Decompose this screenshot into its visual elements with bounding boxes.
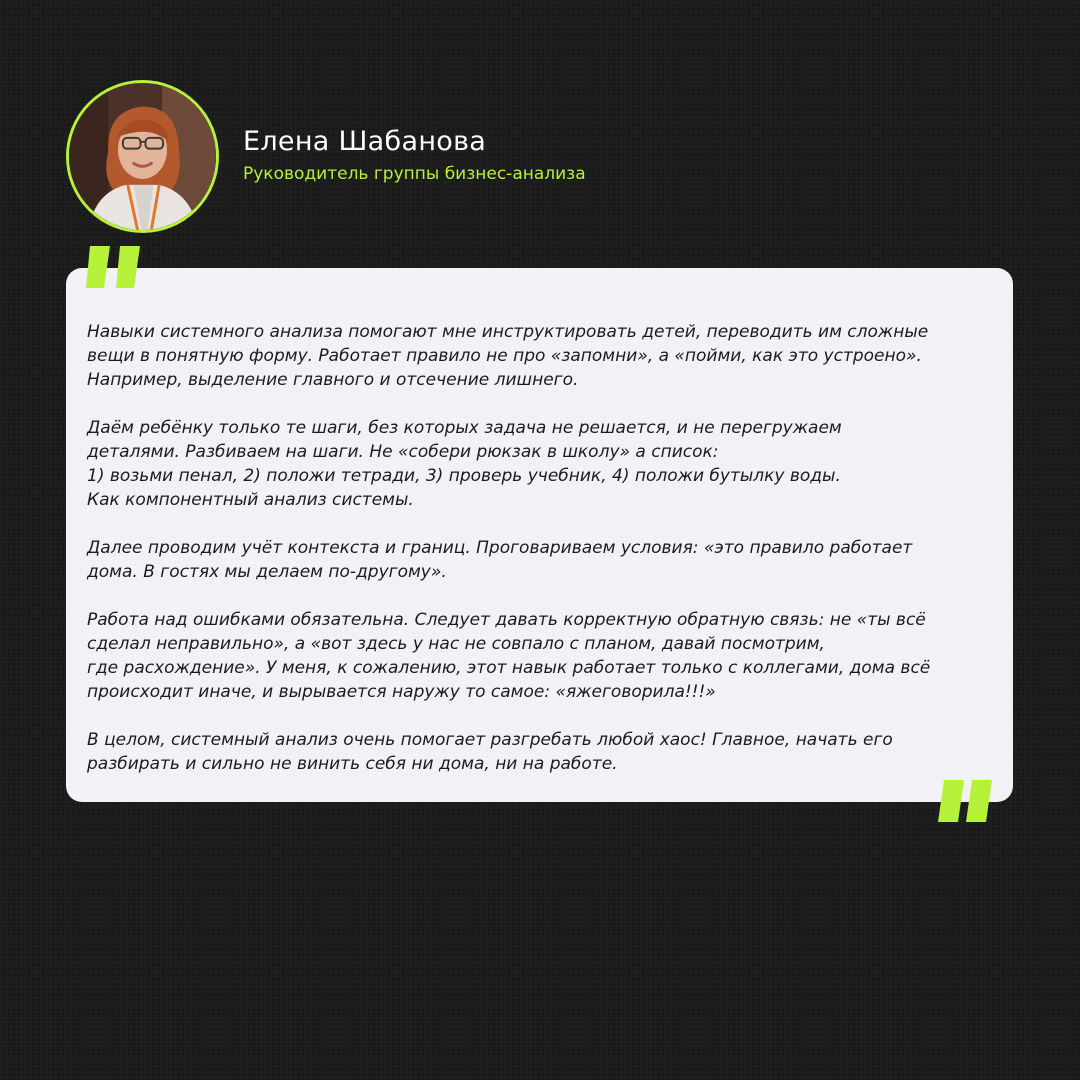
quote-paragraph: Даём ребёнку только те шаги, без которых задача не решается, и не перегружаем деталями. Разбиваем на шаги. Не «собери рюкзак в школу» а список: 1) возьми пенал, 2) положи тетради, 3) проверь учебник, 4) положи бутылку воды. Как компонентный анализ системы.	[87, 418, 842, 510]
quote-paragraph: Работа над ошибками обязательна. Следует давать корректную обратную связь: не «ты всё сделал неправильно», а «вот здесь у нас не совпало с планом, давай посмотрим, где расхождение». У меня, к сожалению, этот навык работает только с коллегами, дома всё происходит иначе, и вырывается наружу то самое: «яжеговорила!!!»	[87, 610, 931, 702]
quote-open-icon	[86, 246, 142, 288]
author-name: Елена Шабанова	[243, 126, 487, 157]
author-role: Руководитель группы бизнес-анализа	[243, 164, 586, 184]
quote-paragraph: Навыки системного анализа помогают мне инструктировать детей, переводить им сложные вещи в понятную форму. Работает правило не про «запомни», а «пойми, как это устроено». Например, выделение главного и отсечение лишнего.	[87, 322, 929, 390]
quote-close-icon	[938, 780, 994, 822]
avatar	[66, 80, 219, 233]
quote-paragraph: Далее проводим учёт контекста и границ. Проговариваем условия: «это правило работает дома. В гостях мы делаем по-другому».	[87, 538, 913, 582]
person-portrait-icon	[69, 83, 216, 230]
quote-paragraph: В целом, системный анализ очень помогает разгребать любой хаос! Главное, начать его разбирать и сильно не винить себя ни дома, ни на работе.	[87, 730, 893, 774]
quote-card	[66, 268, 1013, 802]
